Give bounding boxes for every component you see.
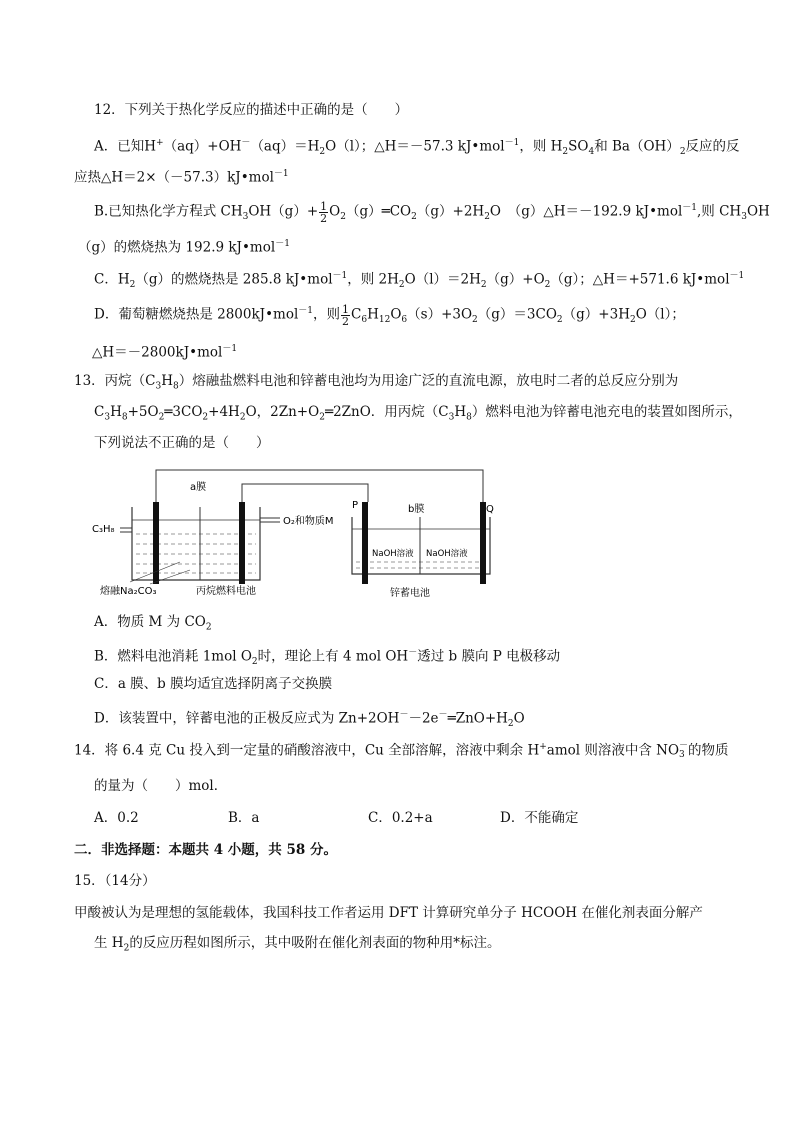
label-naoh-right: NaOH溶液: [426, 549, 468, 559]
q12-option-c: C．$H_2(g)$的燃烧热是 285.8 kJ•mol$^{-1}$，则 $2H_2O(l)=2H_2(g)+O_2(g)$；△H＝+571.6 kJ•mol$^{-1}$: [94, 271, 745, 291]
zinc-cell-p-electrode: [362, 502, 368, 584]
q14-option-b: B．a: [228, 810, 260, 826]
zinc-cell-tank: [352, 517, 490, 574]
label-naoh-left: NaOH溶液: [372, 549, 414, 559]
fraction-half: $\frac{1}{2}$: [320, 199, 328, 225]
q15-header: 15．（14分）: [74, 873, 156, 889]
label-b-membrane: b膜: [408, 504, 425, 515]
label-q: Q: [486, 504, 494, 515]
battery-apparatus-figure: [90, 462, 510, 602]
q12-option-b-line2: （g）的燃烧热为 192.9 kJ•mol$^{-1}$: [78, 239, 290, 256]
q12-stem: 12．下列关于热化学反应的描述中正确的是（ ）: [94, 102, 409, 118]
q15-line1: 甲酸被认为是理想的氢能载体，我国科技工作者运用 DFT 计算研究单分子 HCOOH 在催化剂表面分解产: [74, 905, 703, 921]
q13-option-d: D．该装置中，锌蓄电池的正极反应式为 $Zn+2OH^--2e^-═ZnO+H_2O$: [94, 710, 525, 730]
label-a-membrane: a膜: [190, 482, 207, 493]
q12-option-a-line2: 应热△H＝2×（－57.3）kJ•mol$^{-1}$: [74, 169, 289, 186]
q14-option-d: D．不能确定: [500, 810, 579, 826]
q13-option-a: A．物质 M 为 $CO_2$: [94, 614, 212, 633]
label-propane-fuel-cell: 丙烷燃料电池: [196, 586, 256, 597]
q14-stem-line1: 14．将 6.4 克 Cu 投入到一定量的硝酸溶液中，Cu 全部溶解，溶液中剩余 H+amol 则溶液中含 NO － 3 的物质: [74, 741, 729, 760]
fraction-half: $\frac{1}{2}$: [342, 302, 350, 328]
q13-stem-line3: 下列说法不正确的是（ ）: [94, 435, 270, 451]
label-zinc-battery: 锌蓄电池: [390, 588, 430, 599]
q12-option-d-line2: △H＝－2800kJ•mol$^{-1}$: [92, 344, 238, 361]
label-o2-and-m: O₂和物质M: [283, 516, 334, 527]
label-p: P: [352, 500, 359, 511]
q13-stem-line1: 13．丙烷$(C_3H_8)$熔融盐燃料电池和锌蓄电池均为用途广泛的直流电源，放电时二者的总反应分别为: [74, 373, 679, 392]
q12-option-b-line1: B.已知热化学方程式 $CH_3OH(g)+$ $\frac{1}{2}$ $O_2(g)═CO_2(g)+2H_2O$ （g）△H＝－192.9 kJ•mol$^{-1}$,则 $CH_3OH$: [94, 199, 770, 225]
fuel-cell-right-electrode: [239, 502, 245, 584]
q13-option-b: B．燃料电池消耗 1mol $O_2$时，理论上有 4 mol OH－透过 b 膜向 P 电极移动: [94, 648, 561, 668]
q13-option-c: C．a 膜、b 膜均适宜选择阴离子交换膜: [94, 676, 333, 692]
section-heading: 二．非选择题：本题共 4 小题，共 58 分。: [74, 842, 337, 858]
q13-stem-line2: $C_3H_8+5O_2═3CO_2+4H_2O$，$2Zn+O_2═2ZnO$．用丙烷$(C_3H_8)$燃料电池为锌蓄电池充电的装置如图所示，: [94, 404, 742, 423]
label-c3h8: C₃H₈: [92, 524, 115, 535]
wire-inner: [242, 484, 368, 502]
q14-option-c: C．0.2+a: [368, 810, 433, 826]
q14-stem-line2: 的量为（ ）mol．: [94, 778, 228, 794]
q14-option-a: A．0.2: [94, 810, 139, 826]
label-molten-na2co3: 熔融Na₂CO₃: [100, 586, 157, 597]
q12-option-d-line1: D．葡萄糖燃烧热是 2800kJ•mol$^{-1}$，则 $\frac{1}{2}$ $C_6H_{12}O_6(s)+3O_2(g)=3CO_2(g)+3H_2O(l)$；: [94, 302, 685, 328]
q15-line2: 生 $H_2$的反应历程如图所示，其中吸附在催化剂表面的物种用*标注。: [94, 935, 501, 954]
q12-option-a-line1: A．已知$H^+(aq)+OH^-(aq)=H_2O(l)$；△H＝－57.3 kJ•mol$^{-1}$，则 $H_2SO_4$和 $Ba(OH)_2$反应的反: [94, 138, 740, 158]
